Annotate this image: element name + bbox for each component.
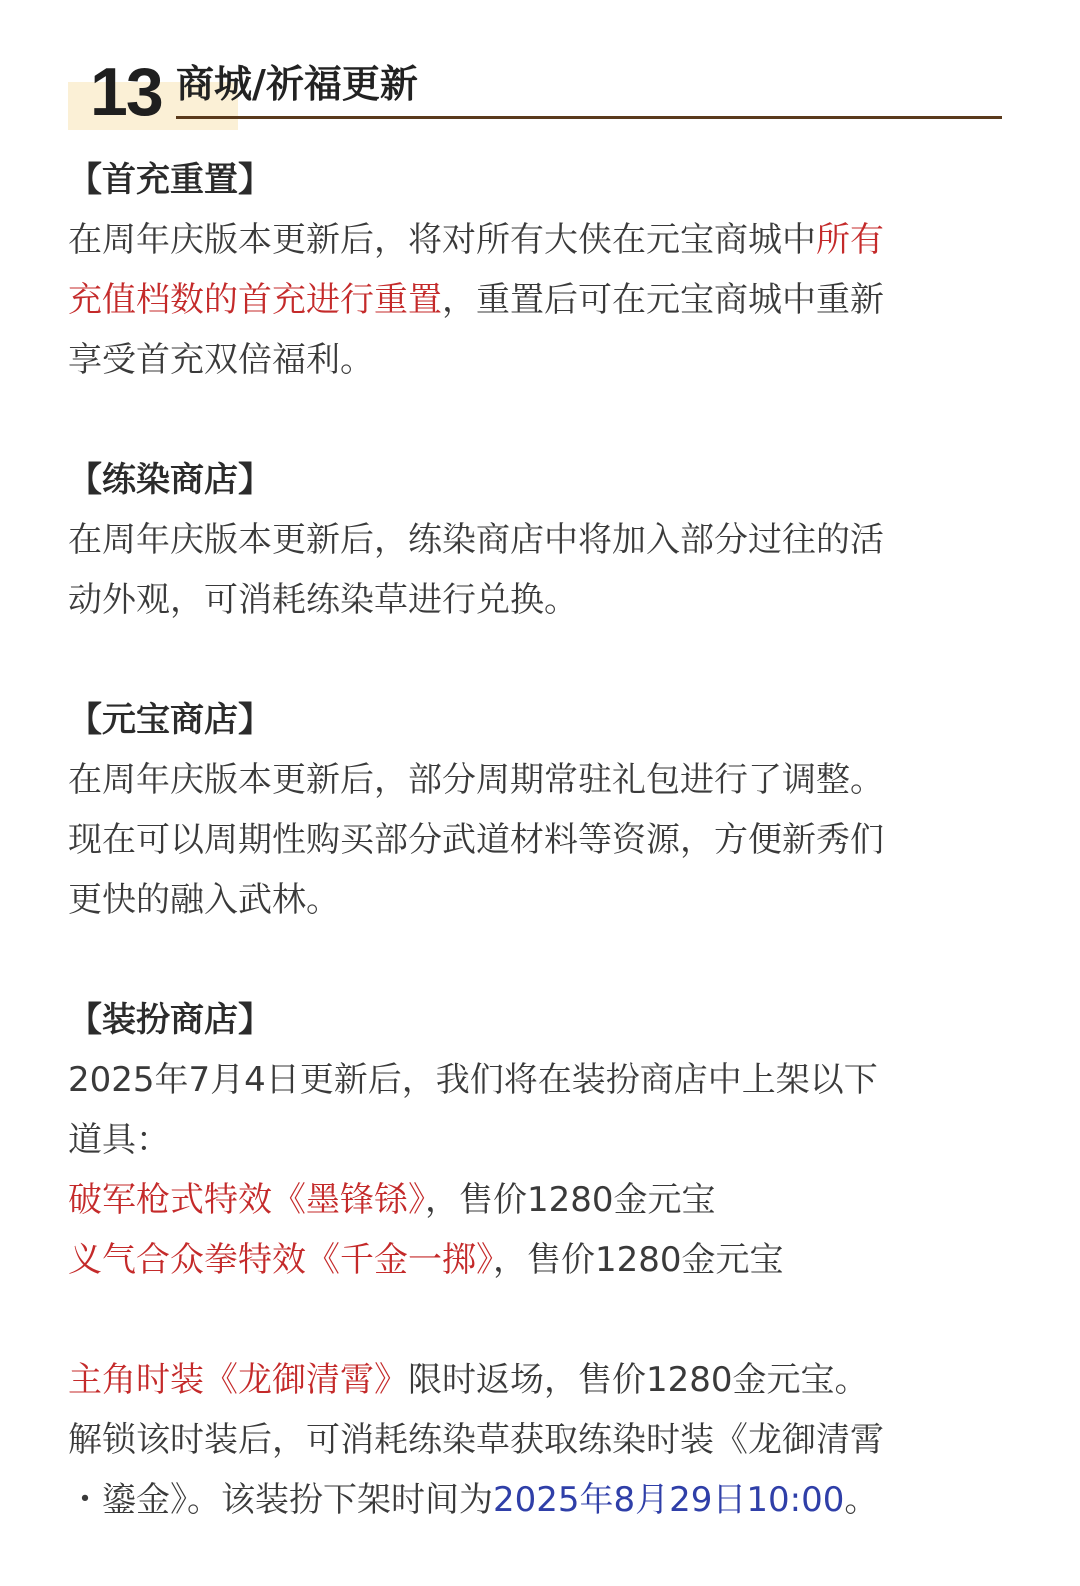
paragraph-line: 动外观，可消耗练染草进行兑换。 [68,580,578,620]
paragraph-line: 2025年7月4日更新后，我们将在装扮商店中上架以下 [68,1060,878,1100]
paragraph-line [68,270,1008,330]
note-line: 解锁该时装后，可消耗练染草获取练染时装《龙御清霄 [68,1420,884,1460]
article-body [68,150,1008,1530]
text: 限时返场，售价1280金元宝。 [408,1360,869,1400]
paragraph-line: 享受首充双倍福利。 [68,340,374,380]
paragraph-line: 更快的融入武林。 [68,880,340,920]
paragraph-line: 现在可以周期性购买部分武道材料等资源，方便新秀们 [68,820,884,860]
subsection-dye-shop [68,450,1008,630]
subsection-ingot-shop [68,690,1008,930]
subsection-title: 【装扮商店】 [68,1000,272,1040]
note-line [68,1350,1008,1410]
subsection-title: 【首充重置】 [68,160,272,200]
subsection-title: 【元宝商店】 [68,700,272,740]
item-name: 义气合众拳特效《千金一掷》 [68,1240,493,1280]
highlight-text: 所有 [816,220,884,260]
highlight-text: 充值档数的首充进行重置 [68,280,442,320]
paragraph-line: 在周年庆版本更新后，部分周期常驻礼包进行了调整。 [68,760,884,800]
note-line [68,1470,1008,1530]
text: ・鎏金》。该装扮下架时间为 [68,1480,493,1520]
text: 。 [844,1480,879,1520]
subsection-outfit-shop [68,990,1008,1530]
paragraph-line: 道具： [68,1120,170,1160]
item-line [68,1230,1008,1290]
item-line [68,1170,1008,1230]
text: 在周年庆版本更新后，将对所有大侠在元宝商城中 [68,220,816,260]
paragraph-line [68,210,1008,270]
section-title: 商城/祈福更新 [176,62,418,106]
item-price: ，售价1280金元宝 [425,1180,716,1220]
outfit-name: 主角时装《龙御清霄》 [68,1360,408,1400]
subsection-first-recharge [68,150,1008,390]
section-number: 13 [90,54,162,130]
item-price: ，售价1280金元宝 [493,1240,784,1280]
text: ，重置后可在元宝商城中重新 [442,280,884,320]
section-header [0,0,1080,140]
paragraph-line: 在周年庆版本更新后，练染商店中将加入部分过往的活 [68,520,884,560]
subsection-title: 【练染商店】 [68,460,272,500]
header-divider [176,116,1002,119]
end-date: 2025年8月29日10:00 [493,1480,845,1520]
item-name: 破军枪式特效《墨锋铩》 [68,1180,425,1220]
